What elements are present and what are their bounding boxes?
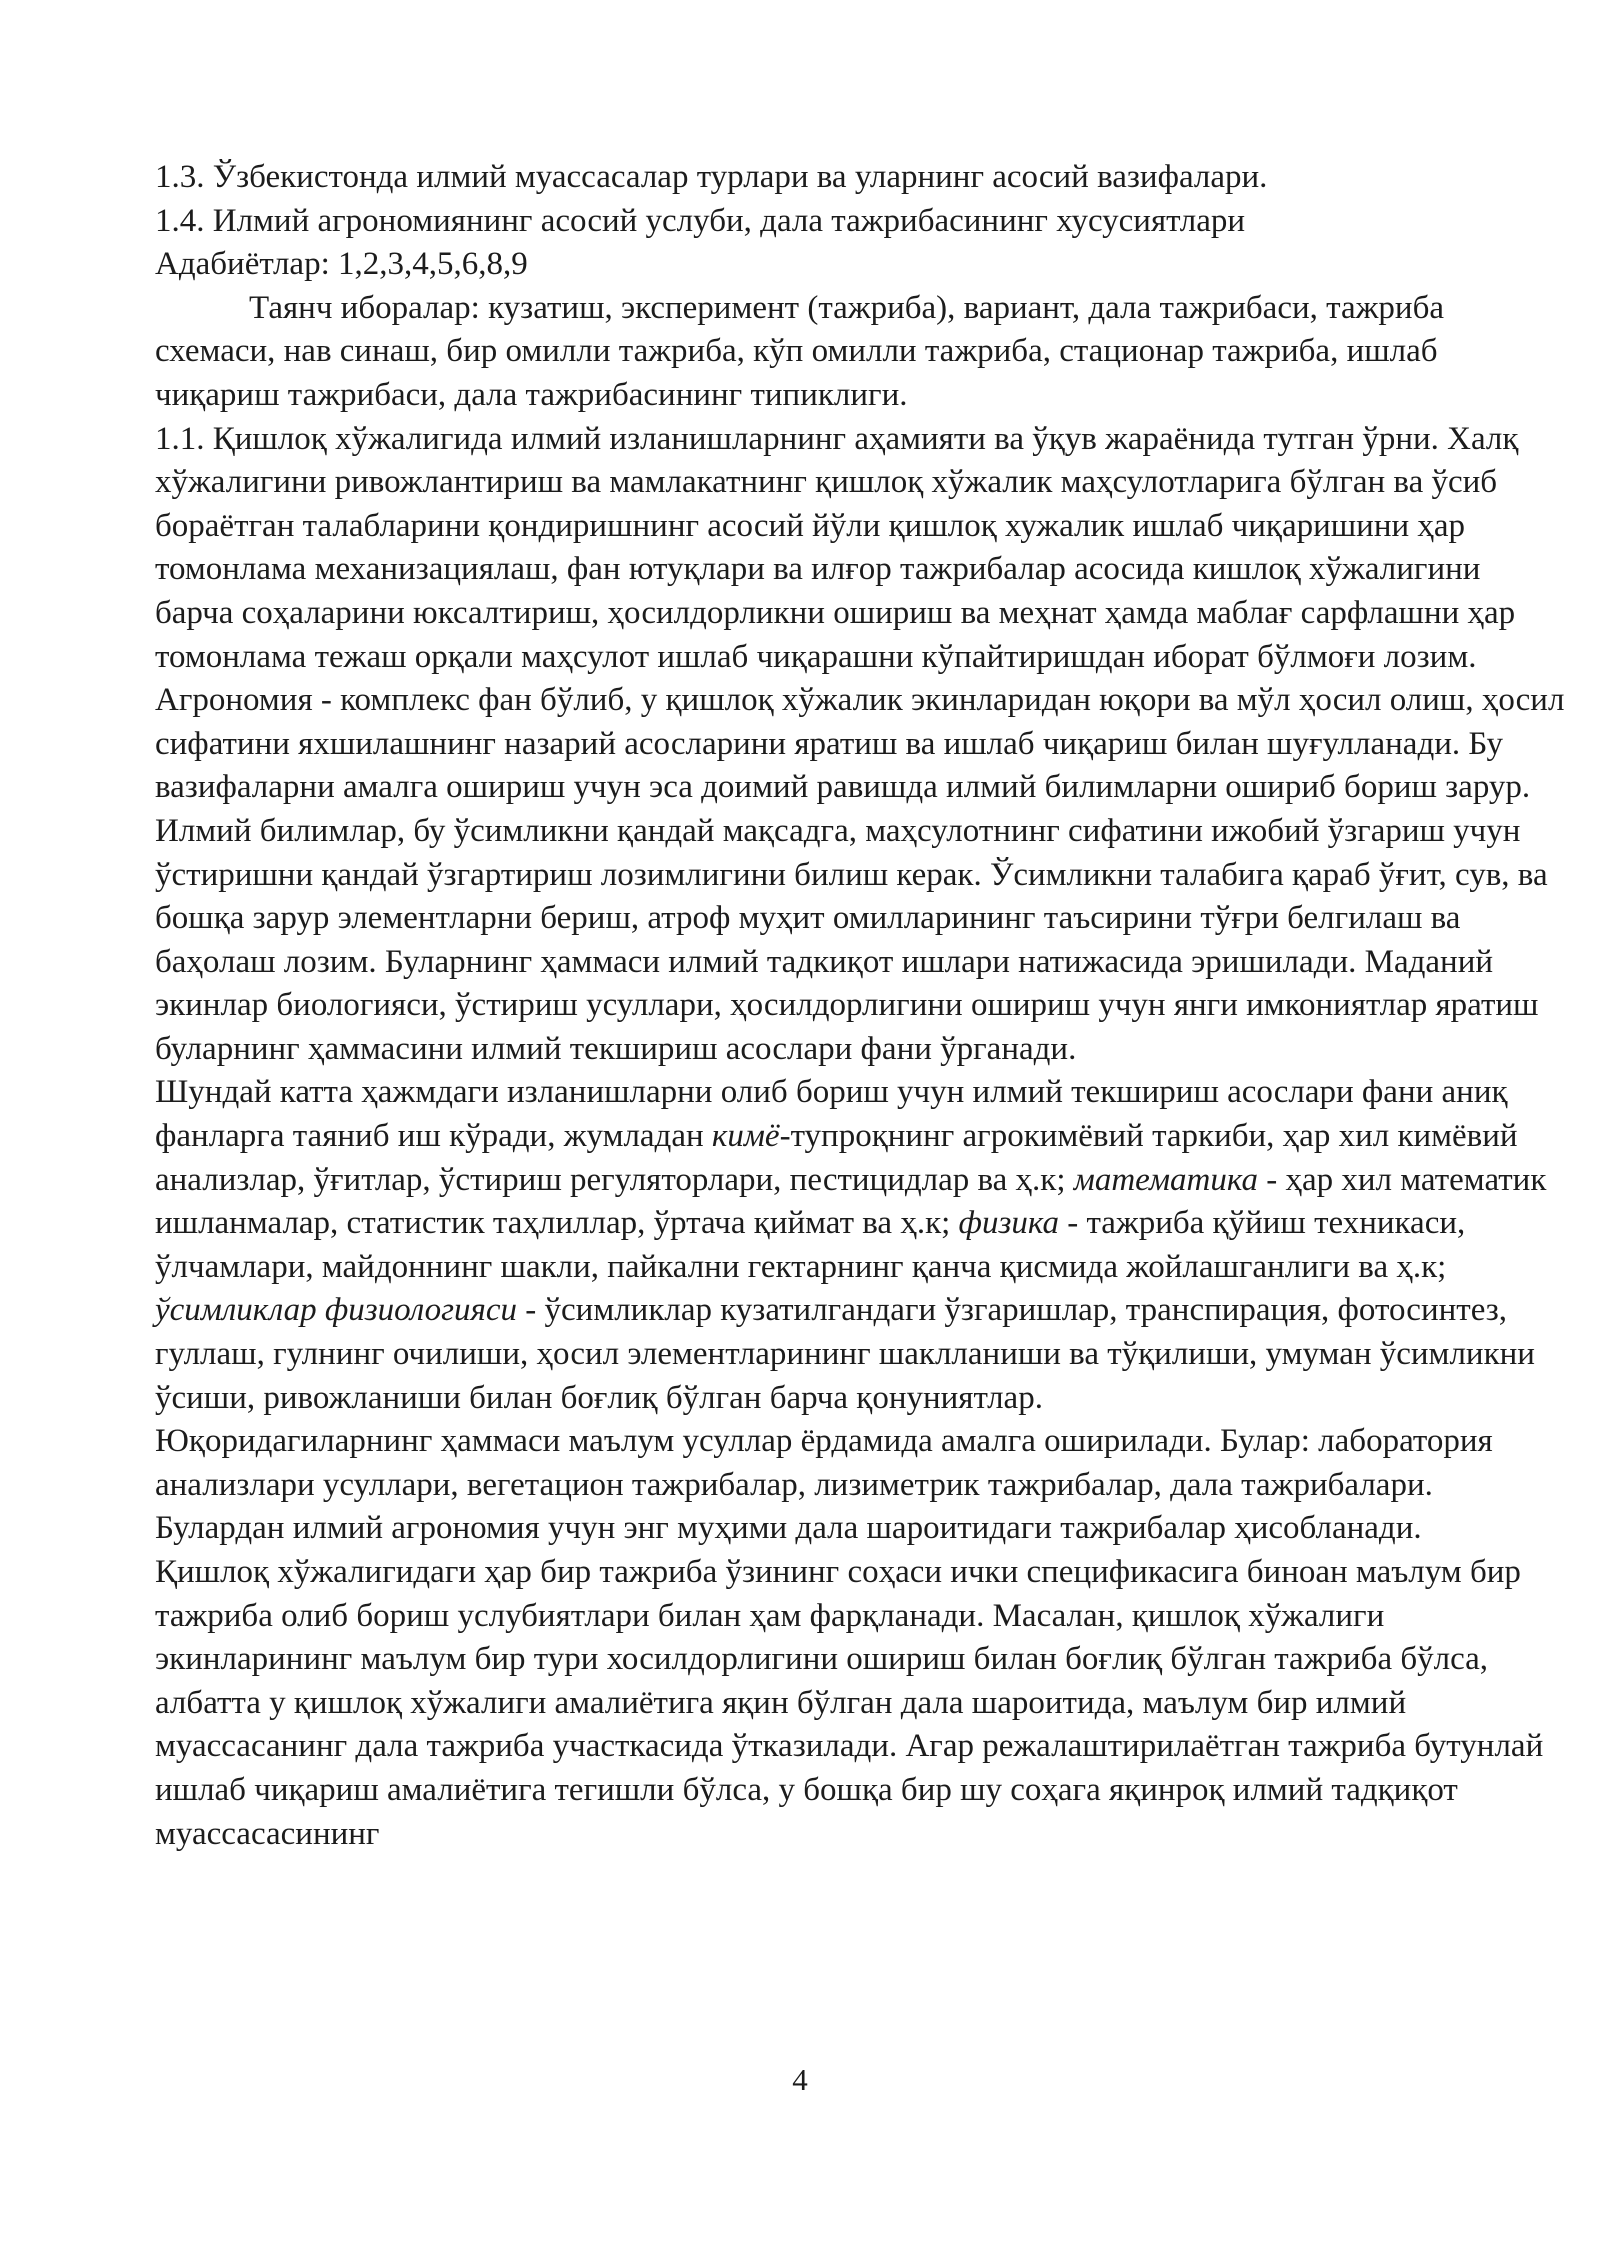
paragraph-sciences (155, 1071, 1565, 1420)
paragraph-1-1: 1.1. Қишлоқ хўжалигида илмий изланишларнинг аҳамияти ва ўқув жараёнида тутган ўрни. Халқ хўжалигини ривожлантириш ва мамлакатнинг қишлоқ хўжалик маҳсулотларига бўлган ва ўсиб бораётган талабларини қондиришнинг асосий йўли қишлоқ хужалик ишлаб чиқаришини ҳар томонлама механизациялаш, фан ютуқлари ва илғор тажрибалар асосида кишлоқ хўжалигини барча соҳаларини юксалтириш, ҳосилдорликни ошириш ва меҳнат ҳамда маблағ сарфлашни ҳар томонлама тежаш орқали маҳсулот ишлаб чиқарашни кўпайтиришдан иборат бўлмоғи лозим. (155, 420, 1519, 675)
text-run: -тупроқнинг агрокимёвий таркиби, ҳар хил кимёвий анализлар, ўғитлар, ўстириш регуляторлари, пестицидлар ва ҳ.к; (155, 1118, 1518, 1198)
paragraph-experiments: Қишлоқ хўжалигидаги ҳар бир тажриба ўзининг соҳаси ички спецификасига биноан маълум бир тажриба олиб бориш услубиятлари билан ҳам фарқланади. Масалан, қишлоқ хўжалиги экинларининг маълум бир тури хосилдорлигини ошириш билан боғлиқ бўлган тажриба бўлса, албатта у қишлоқ хўжалиги амалиётига яқин бўлган дала шароитида, маълум бир илмий муассасанинг дала тажриба участкасида ўтказилади. Агар режалаштирилаётган тажриба бутунлай ишлаб чиқариш амалиётига тегишли бўлса, у бошқа бир шу соҳага яқинроқ илмий тадқиқот муассасасининг (155, 1554, 1544, 1852)
text-run: - тажриба қўйиш техникаси, ўлчамлари, майдоннинг шакли, пайкални гектарнинг қанча қисмида жойлашганлиги ва ҳ.к; (155, 1205, 1466, 1285)
keywords-paragraph: Таянч иборалар: кузатиш, эксперимент (тажриба), вариант, дала тажрибаси, тажриба схемаси, нав синаш, бир омилли тажриба, кўп омилли тажриба, стационар тажриба, ишлаб чиқариш тажрибаси, дала тажрибасининг типиклиги. (155, 289, 1445, 413)
text-run: Шундай катта ҳажмдаги изланишларни олиб бориш учун илмий текшириш асослари фани аниқ фанларга таяниб иш кўради, жумладан (155, 1074, 1508, 1155)
italic-term-mathematics: математика (1073, 1161, 1258, 1198)
italic-term-chemistry: кимё (711, 1118, 780, 1155)
references-line: Адабиётлар: 1,2,3,4,5,6,8,9 (155, 246, 528, 283)
paragraph-agronomy: Агрономия - комплекс фан бўлиб, у қишлоқ хўжалик экинларидан юқори ва мўл ҳосил олиш, ҳосил сифатини яхшилашнинг назарий асосларини яратиш ва ишлаб чиқариш билан шуғулланади. Бу вазифаларни амалга ошириш учун эса доимий равишда илмий билимларни ошириб бориш зарур. Илмий билимлар, бу ўсимликни қандай мақсадга, маҳсулотнинг сифатини ижобий ўзгариш учун ўстиришни қандай ўзгартириш лозимлигини билиш керак. Ўсимликни талабига қараб ўғит, сув, ва бошқа зарур элементларни бериш, атроф муҳит омилларининг таъсирини тўғри белгилаш ва баҳолаш лозим. Буларнинг ҳаммаси илмий тадкиқот ишлари натижасида эришилади. Маданий экинлар биологияси, ўстириш усуллари, ҳосилдорлигини ошириш учун янги имкониятлар яратиш буларнинг ҳаммасини илмий текшириш асослари фани ўрганади. (155, 682, 1565, 1067)
section-line-1-3: 1.3. Ўзбекистонда илмий муассасалар турлари ва уларнинг асосий вазифалари. (155, 159, 1268, 195)
italic-term-plant-physiology: ўсимликлар физиологияси (155, 1292, 518, 1329)
italic-term-physics: физика (958, 1205, 1059, 1242)
section-line-1-4: 1.4. Илмий агрономиянинг асосий услуби, дала тажрибасининг хусусиятлари (155, 202, 1246, 239)
text-run: - ўсимликлар кузатилгандаги ўзгаришлар, транспирация, фотосинтез, гуллаш, гулнинг очилиши, ҳосил элементларининг шаклланиши ва тўқилиши, умуман ўсимликни ўсиши, ривожланиши билан боғлиқ бўлган барча қонуниятлар. (155, 1292, 1535, 1416)
page-number: 4 (792, 2062, 808, 2097)
paragraph-methods: Юқоридагиларнинг ҳаммаси маълум усуллар ёрдамида амалга оширилади. Булар: лаборатория анализлари усуллари, вегетацион тажрибалар, лизиметрик тажрибалар, дала тажрибалари. Булардан илмий агрономия учун энг муҳими дала шароитидаги тажрибалар ҳисобланади. (155, 1423, 1493, 1547)
text-run: - ҳар хил математик ишланмалар, статистик таҳлиллар, ўртача қиймат ва ҳ.к; (155, 1161, 1547, 1242)
page-body (155, 156, 1565, 1856)
